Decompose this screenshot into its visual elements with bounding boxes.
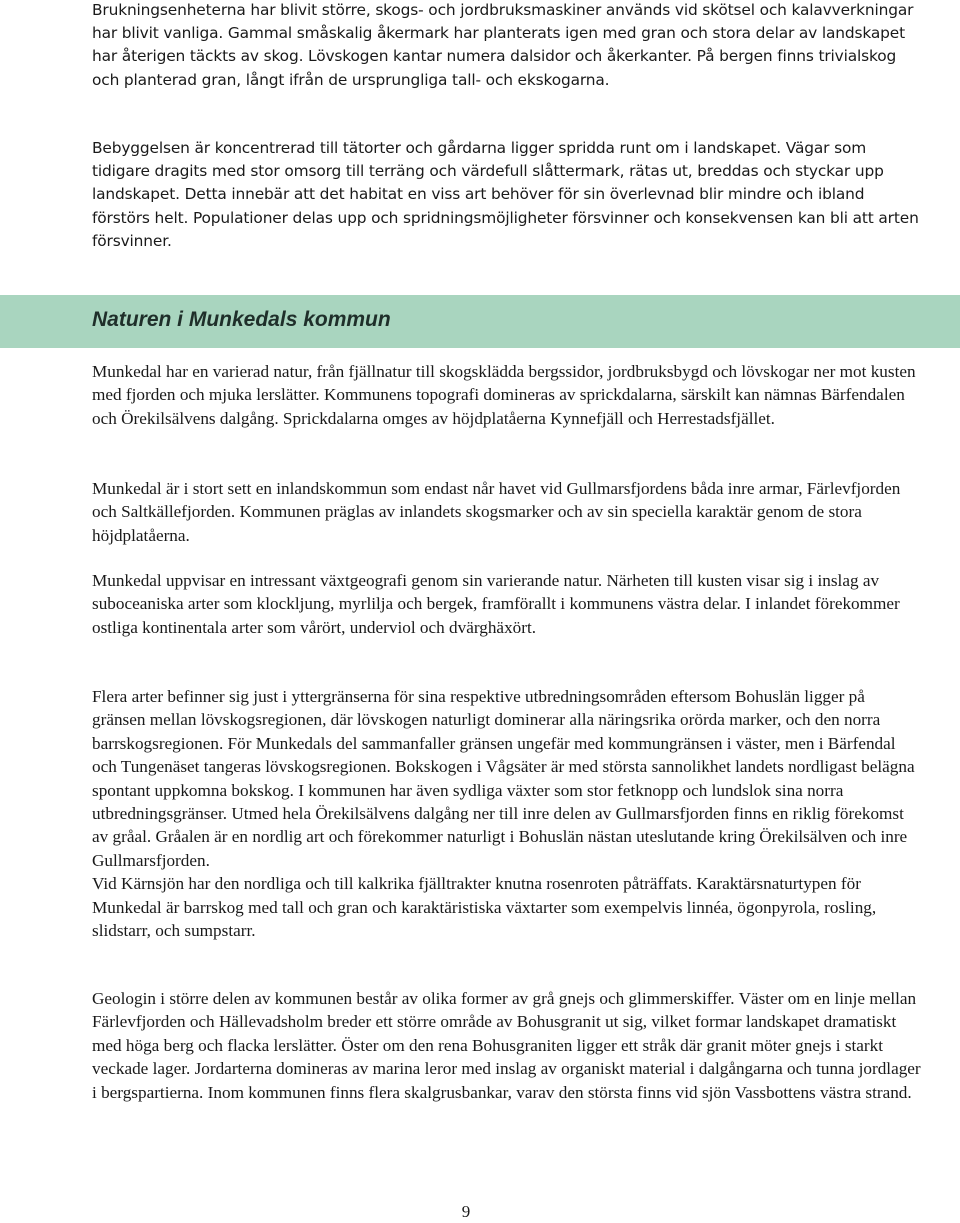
- intro-paragraph-1: Brukningsenheterna har blivit större, skogs- och jordbruksmaskiner används vid skötsel och kalavverkningar har blivit vanliga. Gammal småskalig åkermark har planterats igen med gran och stora delar av landskapet har återigen täckts av skog. Lövskogen kantar numera dalsidor och åkerkanter. På bergen finns trivialskog och planterad gran, långt ifrån de ursprungliga tall- och ekskogarna.: [92, 1, 914, 89]
- body-paragraph-3: Munkedal uppvisar en intressant växtgeografi genom sin varierande natur. Närheten till kusten visar sig i inslag av suboceaniska arter som klockljung, myrlilja och bergek, framförallt i kommunens västra delar. I inlandet förekommer ostliga kontinentala arter som vårört, underviol och dvärghäxört.: [92, 571, 900, 637]
- section-heading: Naturen i Munkedals kommun: [92, 308, 391, 331]
- intro-paragraph-2: Bebyggelsen är koncentrerad till tätorter och gårdarna ligger spridda runt om i landskapet. Vägar som tidigare dragits med stor omsorg till terräng och värdefull slåttermark, rätas ut, breddas och styckar upp landskapet. Detta innebär att det habitat en viss art behöver för sin överlevnad blir mindre och ibland förstörs helt. Populationer delas upp och spridningsmöjligheter försvinner och konsekvensen kan bli att arten försvinner.: [92, 139, 919, 250]
- body-paragraph-5: Geologin i större delen av kommunen består av olika former av grå gnejs och glimmerskiffer. Väster om en linje mellan Färlevfjorden och Hällevadsholm breder ett större område av Bohusgranit ut sig, vilket formar landskapet dramatiskt med höga berg och flacka lerslätter. Öster om den rena Bohusgraniten ligger ett stråk där granit möter gnejs i starkt veckade lager. Jordarterna domineras av marina leror med inslag av organiskt material i dalgångarna och tunna jordlager i bergspartierna. Inom kommunen finns flera skalgrusbankar, varav den största finns vid sjön Vassbottens västra strand.: [92, 989, 921, 1102]
- body-paragraph-4: Flera arter befinner sig just i yttergränserna för sina respektive utbredningsområden eftersom Bohuslän ligger på gränsen mellan lövskogsregionen, där lövskogen naturligt dominerar alla näringsrika orörda marker, och den norra barrskogsregionen. För Munkedals del sammanfaller gränsen ungefär med kommungränsen i väster, men i Bärfendal och Tungenäset tangeras lövskogsregionen. Bokskogen i Vågsäter är med största sannolikhet landets nordligast belägna spontant uppkomna bokskog. I kommunen har även sydliga växter som stor fetknopp och lundslok sina norra utbredningsgränser. Utmed hela Örekilsälvens dalgång ner till inre delen av Gullmarsfjorden finns en riklig förekomst av gråal. Gråalen är en nordlig art och förekommer naturligt i Bohuslän nästan uteslutande kring Örekilsälven och inre Gullmarsfjorden. Vid Kärnsjön har den nordliga och till kalkrika fjälltrakter knutna rosenroten påträffats. Karaktärsnaturtypen för Munkedal är barrskog med tall och gran och karaktäristiska växtarter som exempelvis linnéa, ögonpyrola, rosling, slidstarr, och sumpstarr.: [92, 687, 915, 941]
- page-number: 9: [461, 1202, 471, 1221]
- body-paragraph-2: Munkedal är i stort sett en inlandskommun som endast når havet vid Gullmarsfjordens båda inre armar, Färlevfjorden och Saltkällefjorden. Kommunen präglas av inlandets skogsmarker och av sin speciella karaktär genom de stora höjdplatåerna.: [92, 479, 901, 545]
- body-paragraph-1: Munkedal har en varierad natur, från fjällnatur till skogsklädda bergssidor, jordbruksbygd och lövskogar ner mot kusten med fjorden och mjuka lerslätter. Kommunens topografi domineras av sprickdalarna, särskilt kan nämnas Bärfendalen och Örekilsälvens dalgång. Sprickdalarna omges av höjdplatåerna Kynnefjäll och Herrestadsfjället.: [92, 362, 916, 428]
